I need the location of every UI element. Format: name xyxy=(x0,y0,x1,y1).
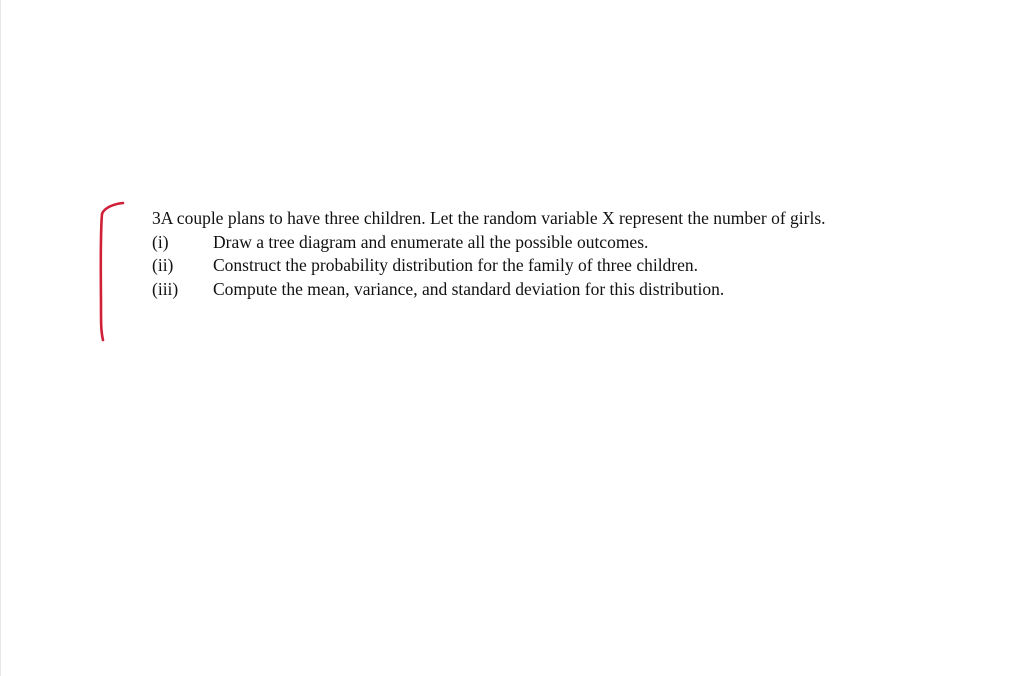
question-part-iii xyxy=(152,278,892,302)
question-part-ii xyxy=(152,254,892,278)
part-number: (ii) xyxy=(152,255,174,275)
question-parts xyxy=(152,231,892,302)
part-number: (iii) xyxy=(152,278,179,299)
question-part-i xyxy=(152,231,892,255)
part-text: Compute the mean, variance, and standard deviation for this distribution. xyxy=(213,278,725,299)
question-intro: 3A couple plans to have three children. Let the random variable X represent the number of girls. xyxy=(152,208,826,228)
part-number: (i) xyxy=(152,231,169,252)
question-block xyxy=(152,207,892,301)
red-bracket-annotation-icon xyxy=(95,198,135,346)
part-text: Draw a tree diagram and enumerate all the possible outcomes. xyxy=(213,231,649,252)
part-text: Construct the probability distribution for the family of three children. xyxy=(213,255,699,275)
